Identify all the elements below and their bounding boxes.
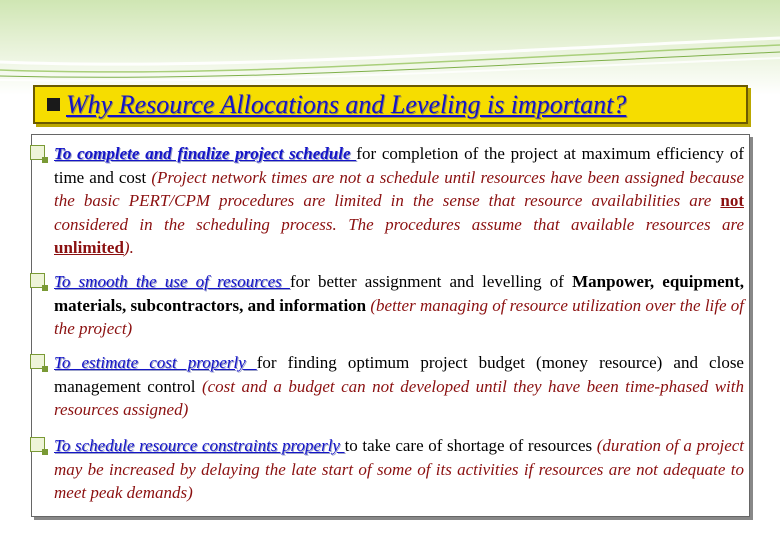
square-bullet-icon [47, 98, 60, 111]
item-note: ). [123, 238, 134, 257]
item-desc: for finding optimum project budget (money resource) and close management control [54, 353, 744, 396]
item-note: (cost and a budget can not developed until they have been time-phased with resources assigned) [54, 376, 744, 419]
item-lead: To smooth the use of resources [54, 272, 290, 291]
item-emphasis: unlimited [54, 238, 124, 257]
checkbox-bullet-icon [30, 437, 45, 452]
checkbox-bullet-icon [30, 273, 45, 288]
title-banner [33, 85, 748, 124]
item-note: (duration of a project may be increased by delaying the late start of some of its activities if resources are not adequate to meet peak demands) [54, 436, 745, 502]
item-lead: To schedule resource constraints properly [54, 436, 345, 455]
item-note: (better managing of resource utilization over the life of the project) [54, 295, 745, 338]
list-item [54, 351, 744, 422]
item-desc: for completion of the project at maximum efficiency of time and cost [54, 144, 744, 187]
checkbox-bullet-icon [30, 145, 45, 160]
item-note: (Project network times are not a schedule until resources have been assigned because the basic PERT/CPM procedures are limited in the sense that resource availabilities are [54, 167, 744, 210]
list-item [54, 434, 744, 505]
item-note: considered in the scheduling process. The procedures assume that available resources are [54, 214, 744, 234]
item-desc: to take care of shortage of resources [344, 436, 597, 455]
item-lead: To complete and finalize project schedule [54, 144, 357, 163]
list-item [54, 270, 744, 341]
item-emphasis: not [720, 191, 744, 210]
content-panel [31, 134, 750, 517]
item-bold: Manpower, equipment, materials, subcontractors, and information [54, 272, 745, 315]
list-item [54, 142, 744, 260]
item-lead: To estimate cost properly [54, 353, 257, 372]
item-desc: for better assignment and levelling of [289, 272, 573, 291]
slide-title: Why Resource Allocations and Leveling is important? [66, 89, 627, 119]
checkbox-bullet-icon [30, 354, 45, 369]
